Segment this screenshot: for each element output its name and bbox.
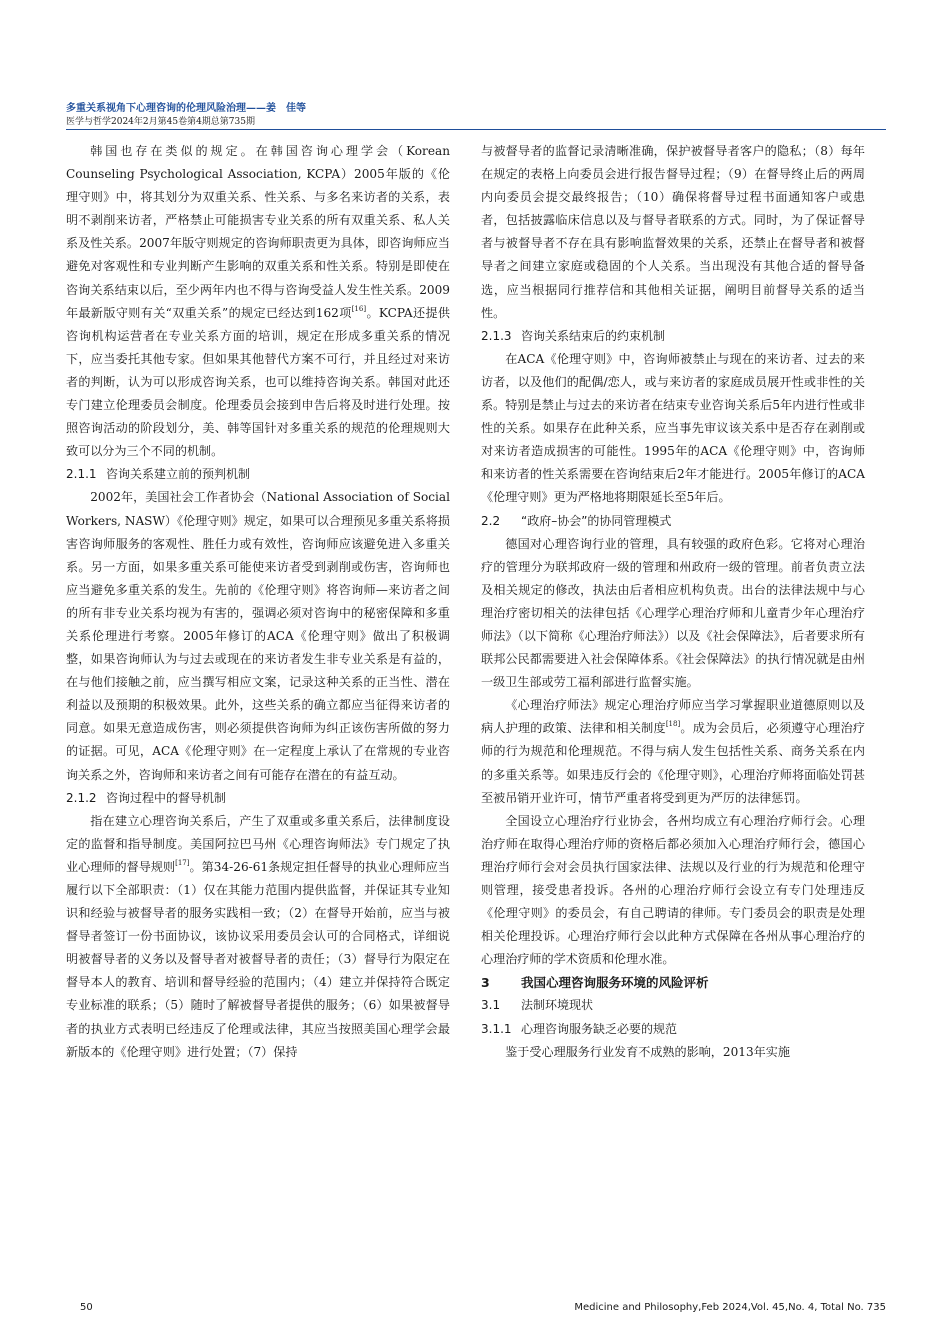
paragraph: 鉴于受心理服务行业发育不成熟的影响，2013年实施 <box>505 1044 790 1059</box>
page-number: 50 <box>80 1302 93 1313</box>
paragraph: 全国设立心理治疗行业协会，各州均成立有心理治疗师行会。心理治疗师在取得心理治疗师的资格后都必须加入心理治疗师行会，德国心理治疗师行会对会员执行国家法律、法规以及行业的行为规范和伦理守则管理，接受患者投诉。各州的心理治疗师行会设立有专门处理违反《伦理守则》的委员会，有自己聘请的律师。专门委员会的职责是处理相关伦理投诉。心理治疗师行会以此种方式保障在各州从事心理治疗的心理治疗师的学术资质和伦理水准。 <box>481 813 865 967</box>
section-heading-3-1-1: 3.1.1 心理咨询服务缺乏必要的规范 <box>481 1021 678 1036</box>
section-heading-2-1-3: 2.1.3 咨询关系结束后的约束机制 <box>481 328 666 343</box>
section-heading-3-1: 3.1 法制环境现状 <box>481 998 594 1013</box>
section-heading-2-1-2: 2.1.2 咨询过程中的督导机制 <box>66 790 227 805</box>
running-header <box>66 102 886 128</box>
paragraph: 德国对心理咨询行业的管理，具有较强的政府色彩。它将对心理治疗的管理分为联邦政府一级的管理和州政府一级的管理。前者负责立法及相关规定的修改，执法由后者相应机构负责。出台的法律法规中与心理治疗密切相关的法律包括《心理学心理治疗师和儿童青少年心理治疗师法》（以下简称《心理治疗师法》）以及《社会保障法》，后者要求所有联邦公民都需要进入社会保障体系。《社会保障法》的执行情况就是由州一级卫生部或劳工福利部进行监督实施。 <box>481 536 865 690</box>
article-running-title: 多重关系视角下心理咨询的伦理风险治理——姜 佳等 <box>66 103 306 114</box>
paragraph: 与被督导者的监督记录清晰准确，保护被督导者客户的隐私；（8）每年在规定的表格上向委员会进行报告督导过程；（9）在督导终止后的两周内向委员会提交最终报告；（10）确保将督导过程书面通知客户或患者，包括披露临床信息以及与督导者联系的方式。同时，为了保证督导者与被督导者不存在具有影响监督效果的关系，还禁止在督导者和被督导者之间建立家庭或稳固的个人关系。当出现没有其他合适的督导备选，应当根据同行推荐信和其他相关证据，阐明目前督导关系的适当性。 <box>481 144 865 320</box>
section-heading-2-1-1: 2.1.1 咨询关系建立前的预判机制 <box>66 467 251 482</box>
paragraph: 2002年，美国社会工作者协会（National Association of Social Workers, NASW）《伦理守则》规定，如果可以合理预见多重关系将损害咨询师服务的客观性、胜任力或有效性，咨询师应该避免进入多重关系。另一方面，如果多重关系可能使来访者受到剥削或伤害，咨询师也应当避免多重关系的发生。先前的《伦理守则》将咨询师—来访者之间的所有非专业关系均视为有害的，强调必须对咨询中的秘密保障和多重关系伦理进行考察。2005年修订的ACA《伦理守则》做出了积极调整，如果咨询师认为与过去或现在的来访者发生非专业关系是有益的，在与他们接触之前，应当撰写相应文案，记录这种关系的正当性、潜在利益以及预期的积极效果。此外，这些关系的确立都应当征得来访者的同意。如果无意造成伤害，则必须提供咨询师为纠正该伤害所做的努力的证据。可见，ACA《伦理守则》在一定程度上承认了在常规的专业咨询关系之外，咨询师和来访者之间有可能存在潜在的有益互动。 <box>66 490 450 782</box>
section-heading-2-2: 2.2 “政府–协会”的协同管理模式 <box>481 513 672 528</box>
header-divider <box>66 129 886 130</box>
journal-issue-line: 医学与哲学2024年2月第45卷第4期总第735期 <box>66 117 255 127</box>
paragraph: 在ACA《伦理守则》中，咨询师被禁止与现在的来访者、过去的来访者，以及他们的配偶/恋人，或与来访者的家庭成员展开性或非性的关系。特别是禁止与过去的来访者在结束专业咨询关系后5年内进行性或非性的关系。如果存在此种关系，应当事先审议该关系中是否存在剥削或对来访者造成损害的可能性。1995年的ACA《伦理守则》中，咨询师和来访者的性关系需要在咨询结束后2年才能进行。2005年修订的ACA《伦理守则》更为严格地将期限延长至5年后。 <box>481 351 865 505</box>
section-heading-3: 3 我国心理咨询服务环境的风险评析 <box>481 975 709 991</box>
paragraph: 韩国也存在类似的规定。在韩国咨询心理学会（Korean Counseling Psychological Association, KCPA）2005年版的《伦理守则》中，将其划分为双重关系、性关系、与多名来访者的关系，表明不剥削来访者，严格禁止可能损害专业关系的所有双重关系、私人关系及性关系。2007年版守则规定的咨询师职责更为具体，即咨询师应当避免对客观性和专业判断产生影响的双重关系和性关系。特别是即使在咨询关系结束以后，至少两年内也不得与咨询受益人发生性关系。2009年最新版守则有关“双重关系”的规定已经达到162项[16]。KCPA还提供咨询机构运营者在专业关系方面的培训，规定在形成多重关系的情况下，应当委托其他专家。但如果其他替代方案不可行，并且经过对来访者的判断，认为可以形成咨询关系，也可以维持咨询关系。韩国对此还专门建立伦理委员会制度。伦理委员会接到申告后将及时进行处理。按照咨询活动的阶段划分，美、韩等国针对多重关系的规范的伦理规则大致可以分为三个不同的机制。 <box>66 144 450 459</box>
left-column <box>66 140 450 1064</box>
footer-citation: Medicine and Philosophy,Feb 2024,Vol. 45,No. 4, Total No. 735 <box>574 1302 886 1313</box>
paragraph: 指在建立心理咨询关系后，产生了双重或多重关系后，法律制度设定的监督和指导制度。美国阿拉巴马州《心理咨询师法》专门规定了执业心理师的督导规则[17]。第34-26-61条规定担任督导的执业心理师应当履行以下全部职责：（1）仅在其能力范围内提供监督，并保证其专业知识和经验与被督导者的服务实践相一致；（2）在督导开始前，应当与被督导者签订一份书面协议，该协议采用委员会认可的合同格式，详细说明被督导者的义务以及督导者对被督导者的责任；（3）督导行为限定在督导本人的教育、培训和督导经验的范围内；（4）建立并保持符合既定专业标准的联系；（5）随时了解被督导者提供的服务；（6）如果被督导者的执业方式表明已经违反了伦理或法律，其应当按照美国心理学会最新版本的《伦理守则》进行处置；（7）保持 <box>66 813 450 1059</box>
citation-ref: [18] <box>665 720 681 729</box>
right-column <box>481 140 865 1064</box>
paragraph: 《心理治疗师法》规定心理治疗师应当学习掌握职业道德原则以及病人护理的政策、法律和相关制度[18]。成为会员后，必须遵守心理治疗师的行为规范和伦理规范。不得与病人发生包括性关系、商务关系在内的多重关系等。如果违反行会的《伦理守则》，心理治疗师将面临处罚甚至被吊销开业许可，情节严重者将受到更为严厉的法律惩罚。 <box>481 698 865 805</box>
citation-ref: [16] <box>351 304 367 313</box>
citation-ref: [17] <box>175 858 190 867</box>
